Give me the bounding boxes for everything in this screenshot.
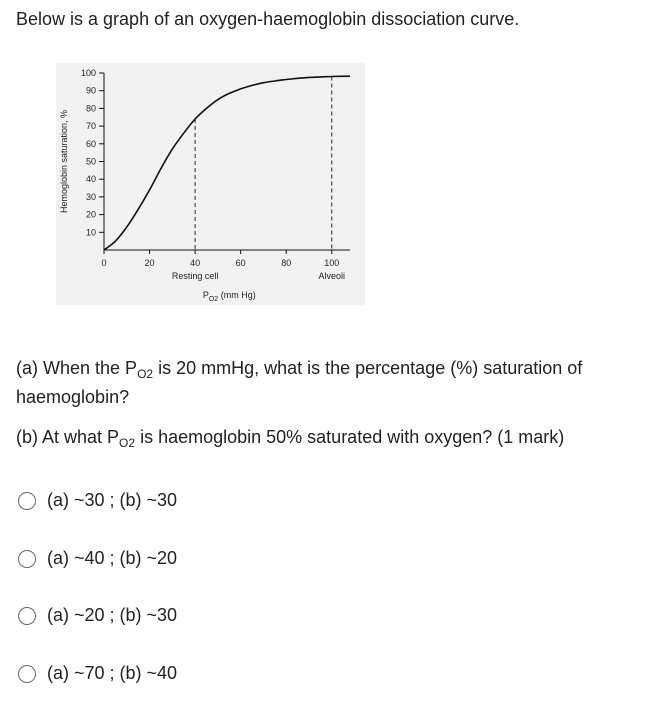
option-4-label: (a) ~70 ; (b) ~40 [47,663,178,683]
y-tick-label: 20 [85,209,96,220]
question-a-prefix: (a) When the P [16,358,138,378]
y-tick-label: 70 [85,121,96,132]
annotation-label: Alveoli [318,271,346,281]
option-2-label: (a) ~40 ; (b) ~20 [47,548,178,568]
option-1[interactable] [18,490,177,511]
option-3[interactable] [18,605,177,626]
dissociation-curve-line [104,76,350,250]
radio-icon[interactable] [18,665,36,683]
x-label-sub: O2 [208,296,219,303]
option-4[interactable] [18,663,177,684]
reference-dashed-lines [195,77,332,250]
chart-svg [56,63,365,305]
option-2[interactable] [18,548,177,569]
intro-text: Below is a graph of an oxygen-haemoglobin dissociation curve. [16,9,520,29]
x-tick-label: 40 [190,258,201,268]
question-b [16,426,641,455]
x-axis-ticks [101,250,339,268]
y-axis-ticks [81,68,104,237]
x-axis-annotations [172,271,345,281]
x-tick-label: 100 [324,258,340,268]
x-label-unit: (mm Hg) [218,290,256,300]
y-tick-label: 10 [85,227,96,238]
radio-icon[interactable] [18,607,36,625]
y-axis-label: Hemoglobin saturation, % [59,109,69,214]
annotation-label: Resting cell [171,271,219,281]
y-tick-label: 40 [85,174,96,185]
y-tick-label: 100 [80,68,96,78]
option-3-label: (a) ~20 ; (b) ~30 [47,605,178,625]
option-1-label: (a) ~30 ; (b) ~30 [47,490,178,510]
y-tick-label: 80 [85,103,96,114]
dissociation-chart [56,63,365,305]
x-tick-label: 0 [101,258,107,268]
x-label-main: P [202,290,209,300]
x-axis-label [203,290,256,303]
radio-icon[interactable] [18,550,36,568]
x-tick-label: 60 [235,258,246,268]
y-tick-label: 90 [85,85,96,96]
y-tick-label: 60 [85,138,96,149]
radio-icon[interactable] [18,492,36,510]
question-a [16,357,641,409]
question-b-suffix: is haemoglobin 50% saturated with oxygen? (1 mark) [135,427,565,447]
question-b-sub: O2 [119,436,136,450]
question-b-prefix: (b) At what P [16,427,120,447]
y-tick-label: 30 [85,191,96,202]
x-tick-label: 80 [281,258,292,268]
y-tick-label: 50 [85,156,96,167]
x-tick-label: 20 [144,258,155,268]
question-a-sub: O2 [137,367,154,381]
question-a-suffix: is 20 mmHg, what is the percentage (%) saturation of haemoglobin? [16,358,583,407]
